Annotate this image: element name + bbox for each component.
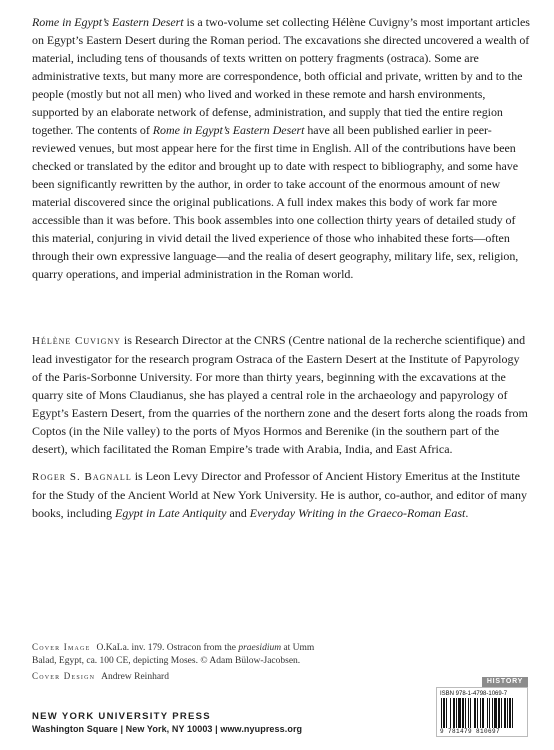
barcode-block bbox=[436, 677, 528, 737]
book-title: Rome in Egypt’s Eastern Desert bbox=[32, 15, 184, 29]
description-paragraph bbox=[32, 13, 530, 283]
cover-image-credit bbox=[32, 641, 332, 668]
cover-image-text: O.KaLa. inv. 179. Ostracon from the bbox=[96, 643, 239, 653]
bio-cuvigny-text: is Research Director at the CNRS (Centre national de la recherche scientifique) and lead investigator for the research program Ostraca of the Eastern Desert at the Institute of Papyrology of the Paris-Sorbonne University. For more than thirty years, beginning with the excavations at the quarry site of Mons Claudianus, she has played a central role in the archaeology and papyrology of Egypt’s Eastern Desert, from the quarries of the northern zone and the desert forts along the roads from Coptos (in the Nile valley) to the ports of Myos Hormos and Berenike (in the southern part of the desert), which facilitated the Roman Empire’s trade with Arabia, India, and East Africa. bbox=[32, 333, 528, 456]
cover-image-text-rest: at Umm Balad, Egypt, ca. 100 CE, depicting Moses. © Adam Bülow-Jacobsen. bbox=[32, 643, 315, 666]
description-text: is a two-volume set collecting Hélène Cuvigny’s most important articles on Egypt’s Eastern Desert during the Roman period. The excavations she directed uncovered a wealth of material, including tens of thousands of texts written on pottery fragments (ostraca). Some are administrative texts, but many more are correspondence, both official and private, written by and to the people (mostly but not all men) who lived and worked in these remote and harsh environments, supported by an elaborate network of defense, administration, and supply that tied the entire region together. The contents of bbox=[32, 15, 530, 137]
bio-bagnall-text: is Leon Levy Director and Professor of Ancient History Emeritus at the Institute for the Study of the Ancient World at New York University. He is author, co-author, and editor of many books, including bbox=[32, 469, 527, 520]
barcode-icon bbox=[440, 698, 524, 728]
author-name-bagnall: Roger S. Bagnall bbox=[32, 471, 132, 483]
description-text-rest: have all been published earlier in peer-reviewed venues, but most appear here for the first time in English. All of the contributions have been checked or translated by the editor and brought up to date with respect to bibliography, and some have been significantly rewritten by the author, in order to take account of the enormous amount of new material discovered since the original publications. A full index makes this body of work far more accessible than it was before. This book assembles into one collection thirty years of detailed study of this material, conjuring in vivid detail the lived experience of those who inhabited these forts—often through their own expressive language—and the realia of desert geography, military life, sex, religion, quarry operations, and imperial administration in the Roman world. bbox=[32, 123, 519, 281]
publisher-name: NEW YORK UNIVERSITY PRESS bbox=[32, 711, 211, 722]
description-block bbox=[32, 13, 530, 283]
author-bios bbox=[32, 331, 532, 531]
subject-tag: HISTORY bbox=[482, 677, 528, 687]
author-name-cuvigny: Hélène Cuvigny bbox=[32, 335, 121, 347]
publisher-address: Washington Square | New York, NY 10003 | www.nyupress.org bbox=[32, 724, 303, 734]
cover-design-credit bbox=[32, 670, 332, 684]
book-everyday-writing: Everyday Writing in the Graeco-Roman East bbox=[249, 506, 466, 520]
bio-cuvigny bbox=[32, 331, 532, 458]
cover-image-label: Cover Image bbox=[32, 642, 91, 652]
bio-bagnall-end: . bbox=[465, 506, 469, 520]
barcode-digits: 9 781479 810697 bbox=[440, 728, 501, 735]
isbn-text: ISBN 978-1-4798-1069-7 bbox=[440, 691, 508, 697]
cover-image-italic: praesidium bbox=[238, 643, 282, 653]
publisher-block bbox=[32, 711, 302, 735]
cover-design-label: Cover Design bbox=[32, 671, 96, 681]
book-egypt-late-antiquity: Egypt in Late Antiquity bbox=[115, 506, 227, 520]
cover-design-text: Andrew Reinhard bbox=[101, 672, 169, 682]
bio-bagnall-and: and bbox=[226, 506, 250, 520]
bio-bagnall bbox=[32, 467, 532, 522]
book-title-ref: Rome in Egypt’s Eastern Desert bbox=[152, 123, 305, 137]
cover-credits bbox=[32, 641, 332, 686]
barcode-box bbox=[436, 687, 528, 737]
